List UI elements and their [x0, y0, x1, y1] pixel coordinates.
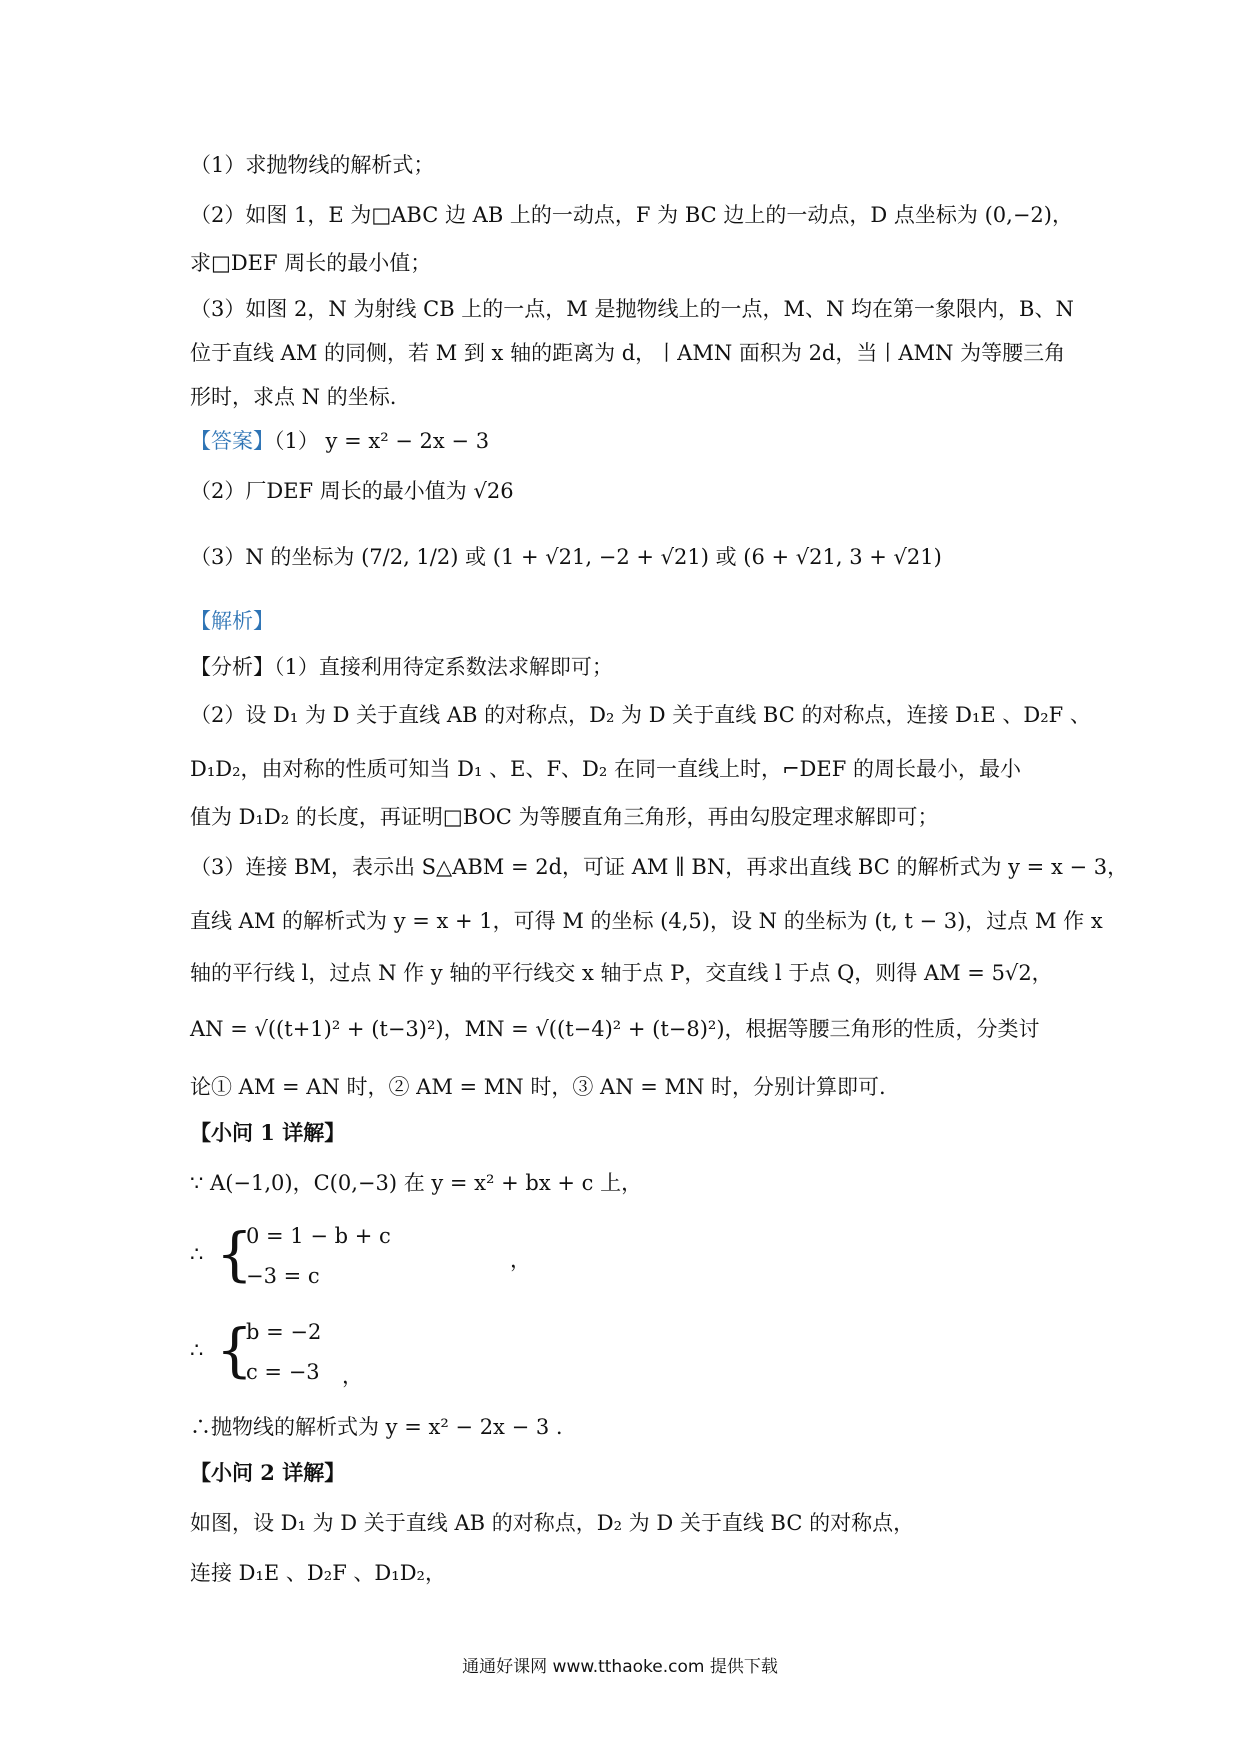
detail-2-tag: 【小问 2 详解】: [190, 1460, 346, 1485]
question-part-3-line-1: （3）如图 2，N 为射线 CB 上的一点，M 是抛物线上的一点，M、N 均在第一象限内，B、N: [190, 297, 1074, 321]
detail-2-line-1: 如图，设 D₁ 为 D 关于直线 AB 的对称点，D₂ 为 D 关于直线 BC 的对称点，: [190, 1511, 915, 1535]
answer-2: （2）厂DEF 周长的最小值为 √26: [190, 479, 514, 503]
system-2-eq-1: b = −2: [246, 1320, 322, 1344]
analysis-tag: 【解析】: [190, 609, 274, 633]
page-footer: 通通好课网 www.tthaoke.com 提供下载: [462, 1657, 778, 1677]
question-part-2-line-1: （2）如图 1，E 为□ABC 边 AB 上的一动点，F 为 BC 边上的一动点，D 点坐标为 (0,−2)，: [190, 203, 1073, 227]
detail-2-line-2: 连接 D₁E 、D₂F 、D₁D₂，: [190, 1561, 446, 1585]
question-part-3-line-3: 形时，求点 N 的坐标.: [190, 385, 397, 409]
analysis-part-3-line-5: 论① AM = AN 时，② AM = MN 时，③ AN = MN 时，分别计算即可.: [190, 1075, 886, 1099]
left-brace: {: [216, 1316, 253, 1384]
question-part-3-line-2: 位于直线 AM 的同侧，若 M 到 x 轴的距离为 d，丨AMN 面积为 2d，当丨AMN 为等腰三角: [190, 341, 1066, 365]
answer-3: （3）N 的坐标为 (7/2, 1/2) 或 (1 + √21, −2 + √21) 或 (6 + √21, 3 + √21): [190, 545, 942, 569]
question-part-2-line-2: 求□DEF 周长的最小值；: [190, 251, 432, 275]
analysis-part-3-line-4: AN = √((t+1)² + (t−3)²)，MN = √((t−4)² + (t−8)²)，根据等腰三角形的性质，分类讨: [190, 1017, 1040, 1041]
analysis-part-3-line-3: 轴的平行线 l，过点 N 作 y 轴的平行线交 x 轴于点 P，交直线 l 于点 Q，则得 AM = 5√2，: [190, 961, 1053, 985]
answer-1: （1） y = x² − 2x − 3: [274, 429, 490, 453]
system-1-eq-1: 0 = 1 − b + c: [246, 1224, 391, 1248]
therefore-symbol: ∴: [190, 1242, 204, 1266]
analysis-part-3-line-2: 直线 AM 的解析式为 y = x + 1，可得 M 的坐标 (4,5)，设 N 的坐标为 (t, t − 3)，过点 M 作 x: [190, 909, 1103, 933]
system-2-eq-2: c = −3: [246, 1360, 320, 1384]
left-brace: {: [216, 1220, 253, 1288]
equation-system-2: [190, 1318, 590, 1396]
system-2-comma: ，: [342, 1364, 363, 1388]
system-1-comma: ，: [510, 1248, 531, 1272]
detail-1-line-1: ∵ A(−1,0)，C(0,−3) 在 y = x² + bx + c 上，: [190, 1171, 643, 1195]
analysis-part-2-line-1: （2）设 D₁ 为 D 关于直线 AB 的对称点，D₂ 为 D 关于直线 BC 的对称点，连接 D₁E 、D₂F 、: [190, 703, 1091, 727]
answer-line-1: [190, 424, 1070, 458]
detail-1-tag: 【小问 1 详解】: [190, 1120, 346, 1145]
equation-system-1: [190, 1222, 590, 1300]
analysis-part-2-line-3: 值为 D₁D₂ 的长度，再证明□BOC 为等腰直角三角形，再由勾股定理求解即可；: [190, 805, 939, 829]
detail-1-conclusion: ∴抛物线的解析式为 y = x² − 2x − 3 .: [190, 1415, 563, 1439]
analysis-part-3-line-1: （3）连接 BM，表示出 S△ABM = 2d，可证 AM ∥ BN，再求出直线 BC 的解析式为 y = x − 3，: [190, 855, 1129, 879]
therefore-symbol: ∴: [190, 1338, 204, 1362]
system-1-eq-2: −3 = c: [246, 1264, 320, 1288]
analysis-part-2-line-2: D₁D₂，由对称的性质可知当 D₁ 、E、F、D₂ 在同一直线上时，⌐DEF 的周长最小，最小: [190, 757, 1021, 781]
analysis-part-1: 【分析】（1）直接利用待定系数法求解即可；: [190, 655, 613, 679]
answer-tag: 【答案】: [190, 429, 274, 453]
question-part-1: （1）求抛物线的解析式；: [190, 153, 435, 177]
